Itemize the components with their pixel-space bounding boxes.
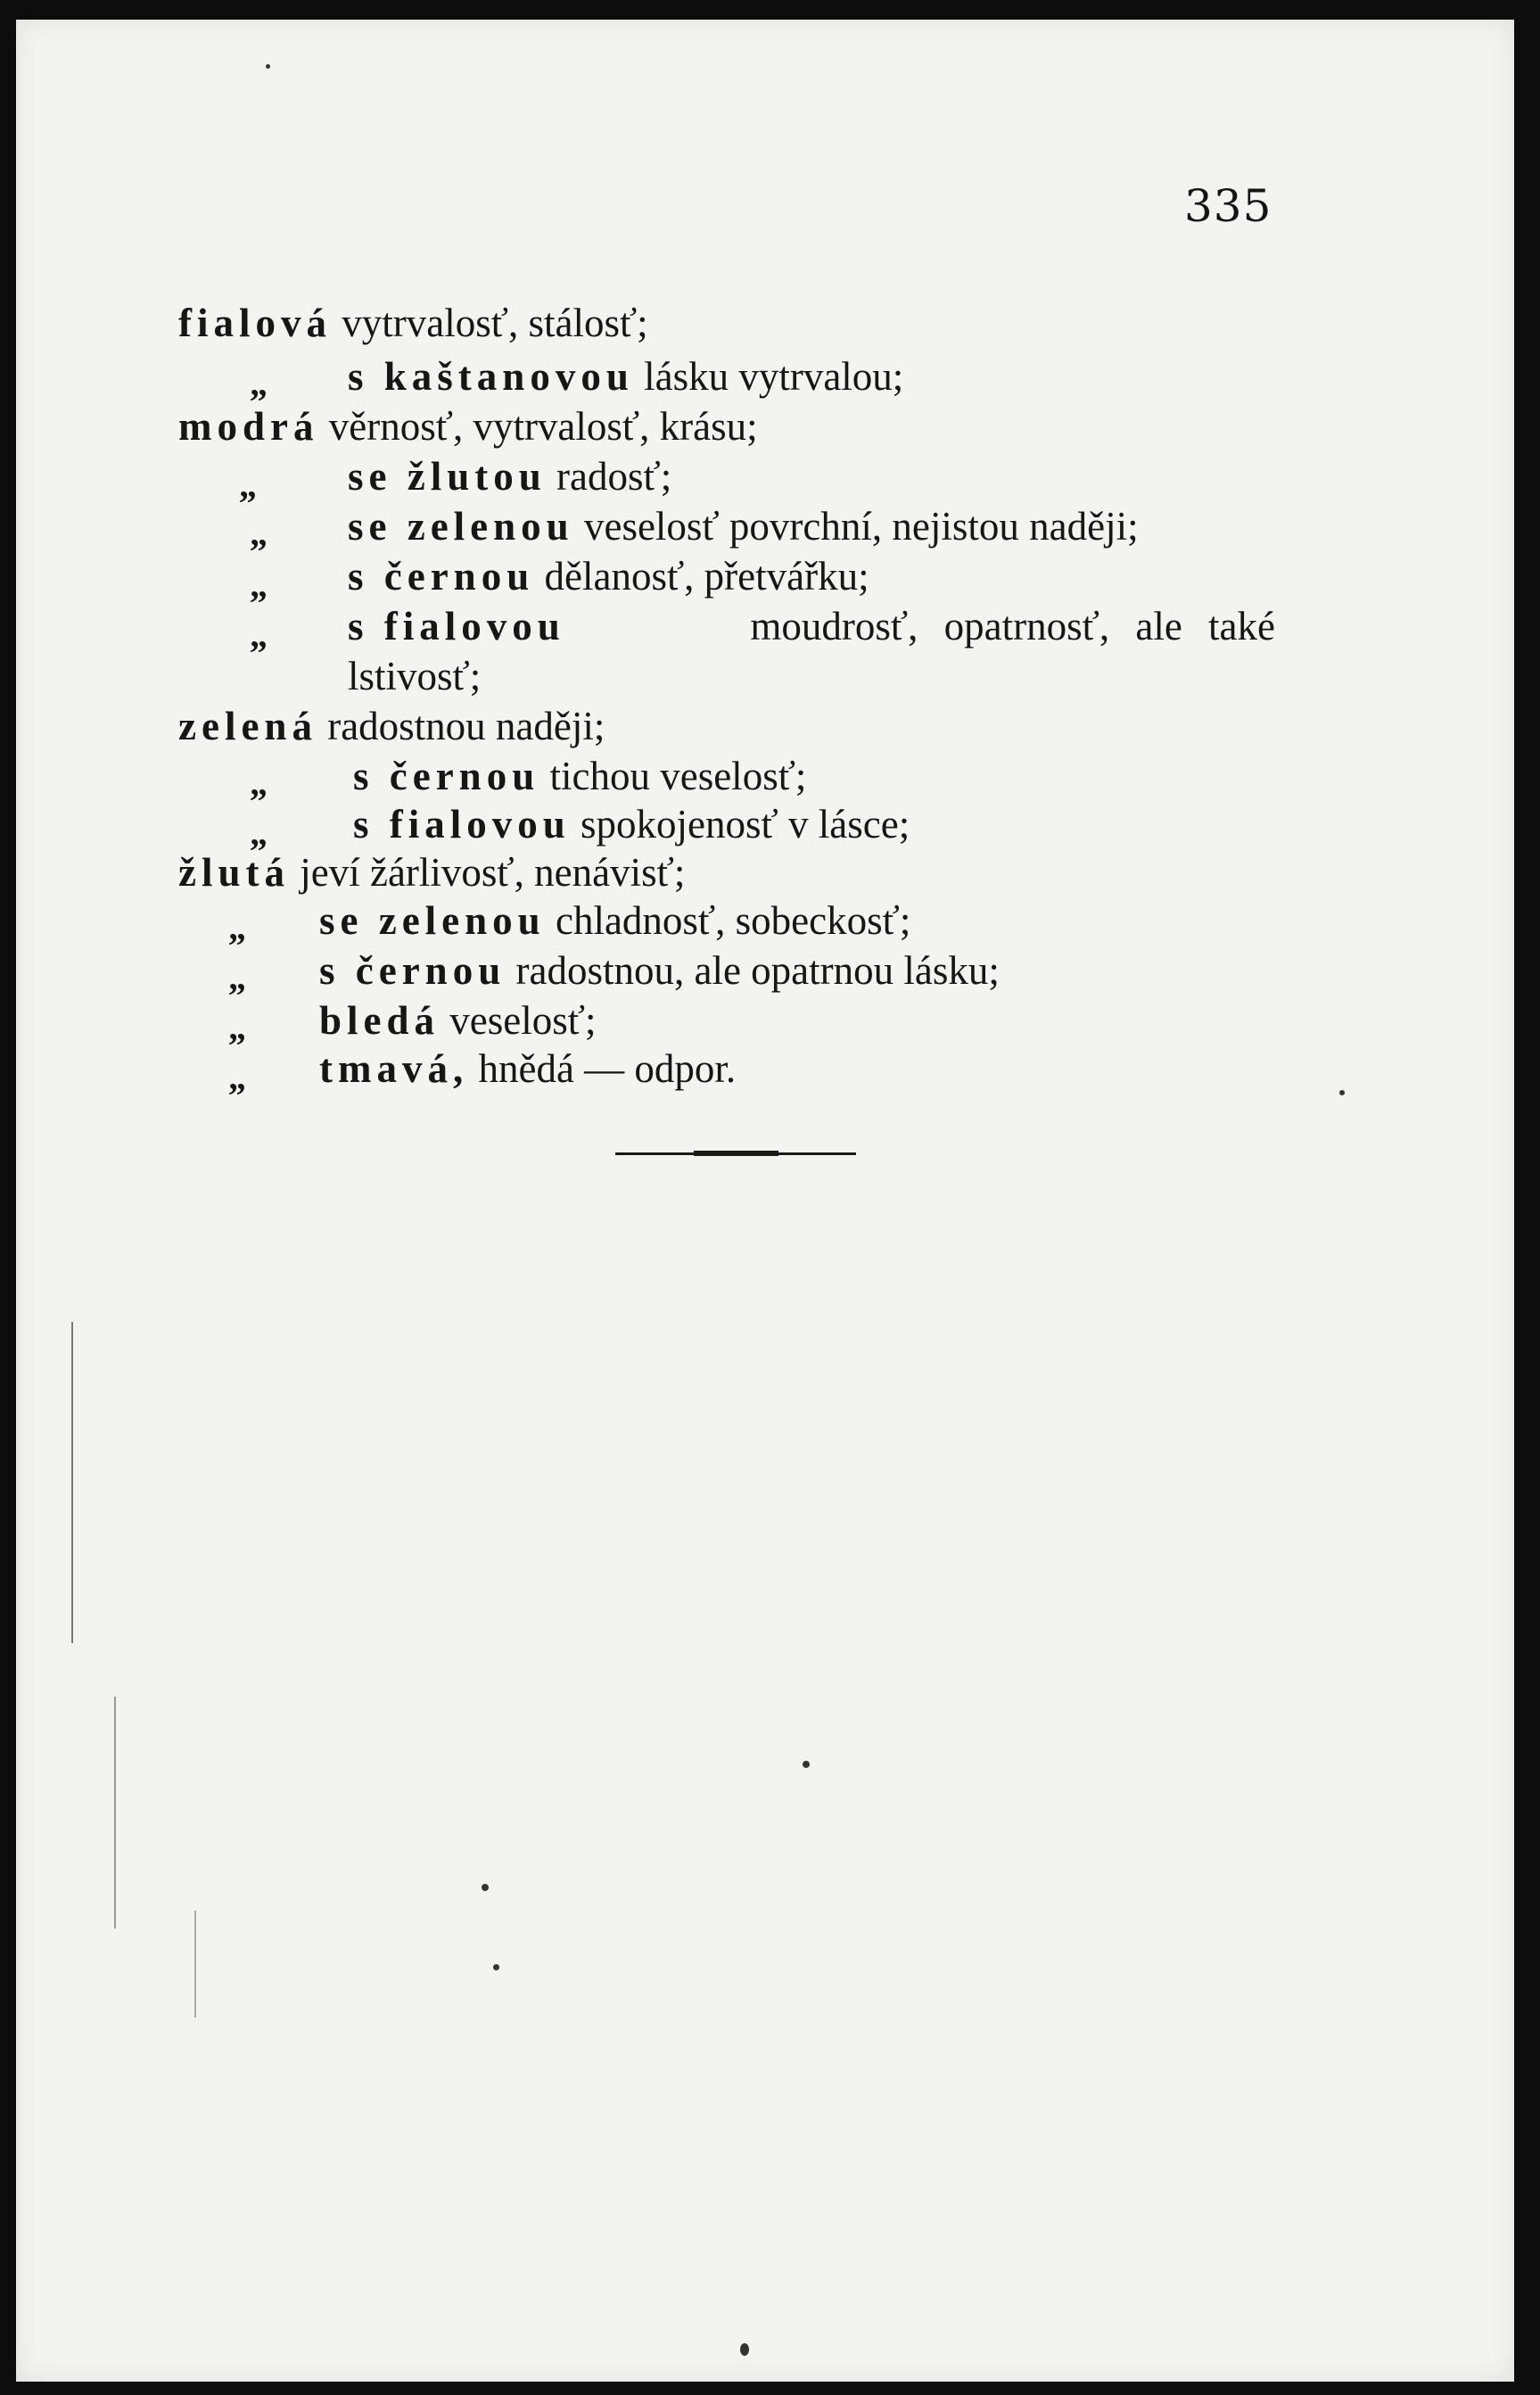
line-keyword: fialová	[178, 301, 332, 345]
text-line	[178, 706, 605, 747]
line-text: vytrvalosť, stálosť;	[342, 301, 648, 345]
line-keyword: s fialovou	[348, 604, 565, 648]
scan-artifact	[482, 1884, 489, 1891]
book-page	[16, 20, 1514, 2382]
text-block	[16, 20, 1514, 2382]
ditto-mark: „	[228, 907, 246, 947]
line-text: radostnou, ale opatrnou lásku;	[515, 948, 1000, 993]
line-text: veselosť povrchní, nejistou naději;	[583, 504, 1139, 549]
ditto-mark: „	[228, 957, 246, 997]
line-text: radostnou naději;	[327, 704, 605, 748]
scan-artifact	[493, 1964, 499, 1970]
text-line	[348, 454, 672, 499]
text-line	[319, 898, 911, 943]
page-number: 335	[1184, 180, 1272, 232]
scan-artifact	[71, 1322, 73, 1643]
text-line	[348, 554, 869, 599]
text-line	[178, 404, 758, 449]
text-line	[319, 1046, 737, 1091]
ditto-mark: „	[250, 363, 268, 403]
line-text: moudrosť, opatrnosť, ale také	[750, 604, 1275, 648]
ditto-mark: „	[250, 513, 268, 553]
line-text: jeví žárlivosť, nenávisť;	[300, 850, 686, 895]
section-divider-center	[694, 1151, 778, 1156]
line-keyword: bledá	[319, 998, 441, 1043]
line-text: chladnosť, sobeckosť;	[555, 898, 911, 943]
text-line	[348, 504, 1139, 549]
text-line	[353, 802, 910, 847]
line-keyword: s černou	[319, 948, 506, 993]
ditto-mark: „	[228, 1057, 246, 1097]
line-text: věrnosť, vytrvalosť, krásu;	[328, 404, 758, 449]
scan-artifact	[1339, 1090, 1345, 1095]
line-text: veselosť;	[449, 998, 597, 1043]
line-text: radosť;	[556, 454, 672, 499]
line-text: tichou veselosť;	[549, 754, 807, 798]
ditto-mark: „	[250, 565, 268, 605]
line-keyword: s černou	[348, 554, 535, 599]
ditto-mark: „	[250, 763, 268, 803]
scan-artifact	[803, 1761, 810, 1768]
line-keyword: modrá	[178, 404, 319, 449]
line-keyword: se žlutou	[348, 454, 547, 499]
scan-artifact	[266, 64, 270, 69]
text-line	[353, 756, 806, 797]
text-line	[319, 948, 1000, 993]
text-line	[319, 998, 597, 1043]
line-text: dělanosť, přetvářku;	[544, 554, 869, 599]
line-text: hnědá — odpor.	[478, 1046, 737, 1091]
line-keyword: s černou	[353, 754, 540, 798]
scan-artifact	[114, 1697, 116, 1928]
line-text: lstivosť;	[348, 654, 482, 698]
line-keyword: se zelenou	[319, 898, 546, 943]
ditto-mark: „	[239, 465, 257, 505]
line-keyword: se zelenou	[348, 504, 574, 549]
line-keyword: zelená	[178, 704, 317, 748]
text-line	[348, 654, 482, 698]
text-line	[348, 604, 1275, 648]
ditto-mark: „	[228, 1007, 246, 1047]
text-line	[348, 354, 904, 399]
line-text: spokojenosť v lásce;	[581, 802, 910, 847]
scan-artifact	[740, 2343, 749, 2356]
line-text: lásku vytrvalou;	[644, 354, 904, 399]
text-line	[178, 303, 648, 343]
scan-artifact	[194, 1911, 196, 2018]
ditto-mark: „	[250, 813, 268, 853]
line-keyword: tmavá,	[319, 1046, 469, 1091]
line-keyword: žlutá	[178, 850, 290, 895]
ditto-mark: „	[250, 615, 268, 655]
line-keyword: s fialovou	[353, 802, 571, 847]
line-keyword: s kaštanovou	[348, 354, 634, 399]
text-line	[178, 850, 686, 895]
